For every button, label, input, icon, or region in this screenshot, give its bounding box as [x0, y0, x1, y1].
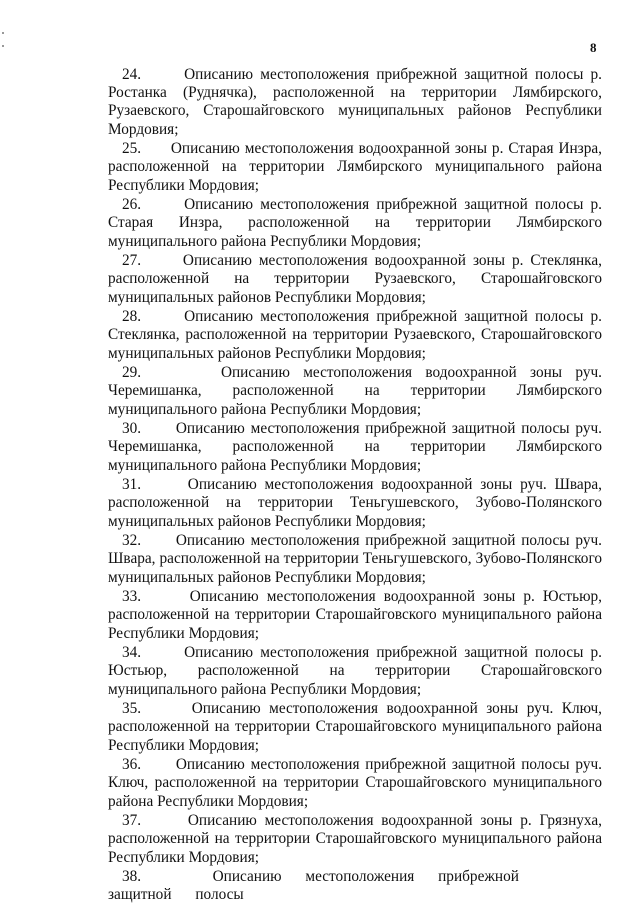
item-number: 28. [122, 308, 142, 326]
item-text: Описанию местоположения водоохранной зоны р. Стеклянка, расположенной на территории Рузаевского, Старошайговского муниципальных районов Республики Мордовия; [108, 252, 602, 306]
list-item [108, 140, 602, 195]
item-text: Описанию местоположения водоохранной зоны р. Старая Инзра, расположенной на территории Лямбирского муниципального района Республики Мордовия; [108, 140, 602, 194]
item-number: 24. [122, 66, 142, 83]
document-body [108, 66, 602, 906]
list-item [108, 66, 602, 139]
list-item [108, 364, 602, 419]
item-text: Описанию местоположения прибрежной защитной полосы р. Юстьюр, расположенной на территории Старошайговского муниципального района Республики Мордовия; [108, 644, 602, 698]
item-number: 32. [122, 532, 142, 550]
item-text: Описанию местоположения водоохранной зоны руч. Ключ, расположенной на территории Старошайговского муниципального района Республики Мордовия; [108, 700, 602, 754]
list-item [108, 532, 602, 587]
item-text: Описанию местоположения водоохранной зоны р. Грязнуха, расположенной на территории Старошайговского муниципального района Республики Мордовия; [108, 812, 602, 866]
page-number: 8 [590, 40, 597, 55]
item-text: Описанию местоположения прибрежной защитной полосы р. Ростанка (Руднячка), расположенной на территории Лямбирского, Рузаевского, Старошайговского муниципальных районов Республики Мордовия; [108, 66, 602, 138]
item-text: Описанию местоположения прибрежной защитной полосы р. Стеклянка, расположенной на территории Рузаевского, Старошайговского муниципальных районов Республики Мордовия; [108, 308, 602, 362]
item-number: 38. [122, 868, 142, 886]
list-item [108, 700, 602, 755]
item-number: 36. [122, 756, 142, 774]
item-text: Описанию местоположения водоохранной зоны р. Юстьюр, расположенной на территории Старошайговского муниципального района Республики Мордовия; [108, 588, 602, 642]
list-item [108, 196, 602, 251]
list-item [108, 644, 602, 699]
item-text: Описанию местоположения прибрежной защитной полосы [108, 868, 519, 904]
item-text: Описанию местоположения прибрежной защитной полосы руч. Швара, расположенной на территории Теньгушевского, Зубово-Полянского муниципальных районов Республики Мордовия; [108, 532, 602, 586]
item-text: Описанию местоположения прибрежной защитной полосы р. Старая Инзра, расположенной на территории Лямбирского муниципального района Республики Мордовия; [108, 196, 602, 250]
list-item [108, 252, 602, 307]
item-number: 30. [122, 420, 142, 438]
list-item [108, 588, 602, 643]
item-number: 33. [122, 588, 142, 606]
list-item [108, 756, 602, 811]
item-number: 35. [122, 700, 142, 718]
item-number: 25. [122, 140, 142, 158]
item-text: Описанию местоположения прибрежной защитной полосы руч. Черемишанка, расположенной на территории Лямбирского муниципального района Республики Мордовия; [108, 420, 602, 474]
list-item [108, 308, 602, 363]
margin-mark [2, 45, 4, 47]
item-number: 26. [122, 196, 142, 214]
list-item [108, 868, 602, 904]
list-item [108, 812, 602, 867]
margin-mark [2, 32, 4, 34]
item-number: 27. [122, 252, 142, 270]
item-text: Описанию местоположения прибрежной защитной полосы руч. Ключ, расположенной на территории Старошайговского муниципального района Республики Мордовия; [108, 756, 602, 810]
list-item [108, 476, 602, 531]
item-number: 34. [122, 644, 142, 662]
item-number: 29. [122, 364, 142, 382]
item-number: 37. [122, 812, 142, 830]
item-number: 31. [122, 476, 142, 494]
list-item [108, 420, 602, 475]
item-text: Описанию местоположения водоохранной зоны руч. Черемишанка, расположенной на территории Лямбирского муниципального района Республики Мордовия; [108, 364, 602, 418]
item-text: Описанию местоположения водоохранной зоны руч. Швара, расположенной на территории Теньгушевского, Зубово-Полянского муниципальных районов Республики Мордовия; [108, 476, 602, 530]
